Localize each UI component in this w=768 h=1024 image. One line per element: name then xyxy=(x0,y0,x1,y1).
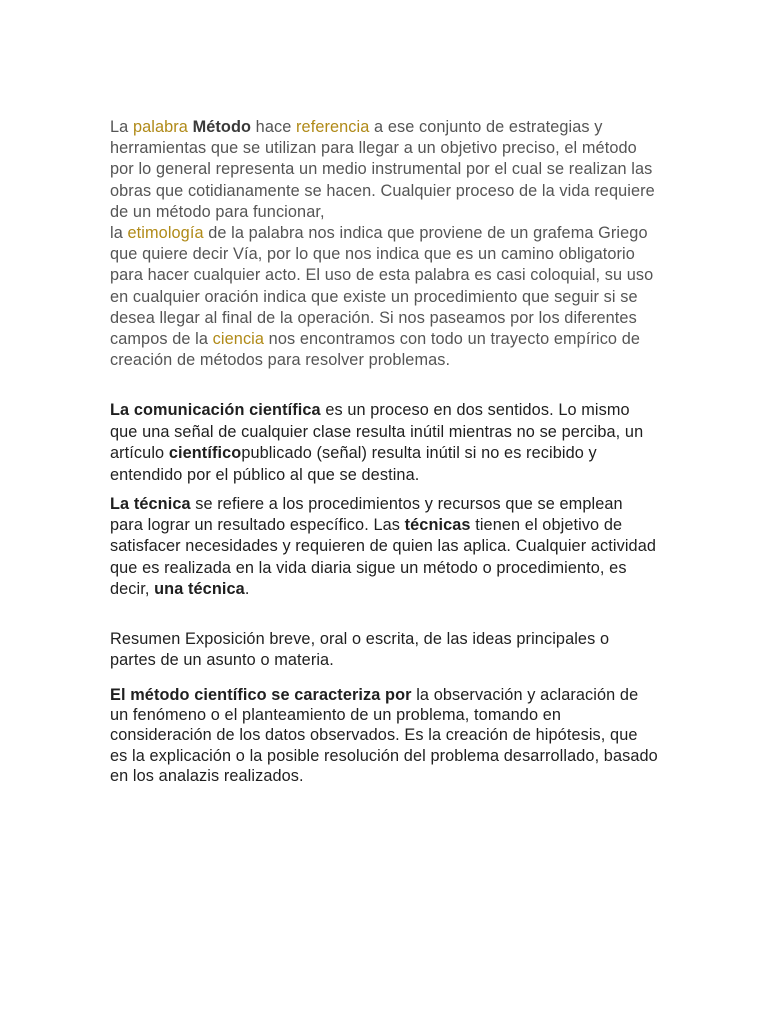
text: publicado (señal) resulta inútil si no es recibido y entendido por el público al que se destina. xyxy=(110,444,597,484)
link-ciencia[interactable]: ciencia xyxy=(212,330,265,349)
text: a ese conjunto de estrategias y herramientas que se utilizan para llegar a un objetivo preciso, el método por lo general representa un medio instrumental por el cual se realizan las obras que cotidianamente se hacen. Cualquier proceso de la vida requiere de un método para funcionar, xyxy=(110,118,655,221)
paragraph-resumen xyxy=(110,629,658,671)
text: Resumen Exposición breve, oral o escrita, de las ideas principales o partes de un asunto o materia. xyxy=(110,630,610,669)
bold-comunicacion-cientifica: La comunicación científica xyxy=(110,401,321,419)
paragraph-tecnica xyxy=(110,494,658,600)
text: hace xyxy=(251,118,297,136)
bold-cientifico: científico xyxy=(168,444,242,463)
link-etimologia[interactable]: etimología xyxy=(127,224,204,243)
text: se refiere a los procedimientos y recursos que se emplean para lograr un resultado específico. Las xyxy=(110,495,623,535)
bold-metodo: Método xyxy=(192,118,252,136)
paragraph-metodo-cientifico xyxy=(110,685,658,786)
text: es un proceso en dos sentidos. Lo mismo que una señal de cualquier clase resulta inútil mientras no se perciba, un artículo xyxy=(110,401,644,463)
link-palabra[interactable]: palabra xyxy=(132,118,188,136)
text: La xyxy=(110,118,133,136)
text: la observación y aclaración de un fenómeno o el planteamiento de un problema, tomando en consideración de los datos observados. Es la creación de hipótesis, que es la explicación o la posible resolución del problema desarrollado, basado en los analazis realizados. xyxy=(110,686,658,785)
bold-tecnicas: técnicas xyxy=(404,516,471,535)
bold-una-tecnica: una técnica xyxy=(154,579,245,598)
text: tienen el objetivo de satisfacer necesidades y requieren de quien las aplica. Cualquier actividad que es realizada en la vida diaria sigue un método o procedimiento, es decir, xyxy=(110,516,657,598)
text: . xyxy=(244,579,250,598)
paragraph-metodo xyxy=(110,117,658,371)
bold-metodo-cientifico: El método científico se caracteriza por xyxy=(110,686,412,704)
text: la xyxy=(110,224,128,243)
link-referencia[interactable]: referencia xyxy=(296,118,370,136)
bold-la-tecnica: La técnica xyxy=(110,495,191,513)
text: nos encontramos con todo un trayecto empírico de creación de métodos para resolver problemas. xyxy=(110,330,641,370)
text: de la palabra nos indica que proviene de un grafema Griego que quiere decir Vía, por lo que nos indica que es un camino obligatorio para hacer cualquier acto. El uso de esta palabra es casi coloquial, su uso en cualquier oración indica que existe un procedimiento que seguir si se desea llegar al final de la operación. Si nos paseamos por los diferentes campos de la xyxy=(110,224,654,349)
paragraph-comunicacion xyxy=(110,400,658,486)
